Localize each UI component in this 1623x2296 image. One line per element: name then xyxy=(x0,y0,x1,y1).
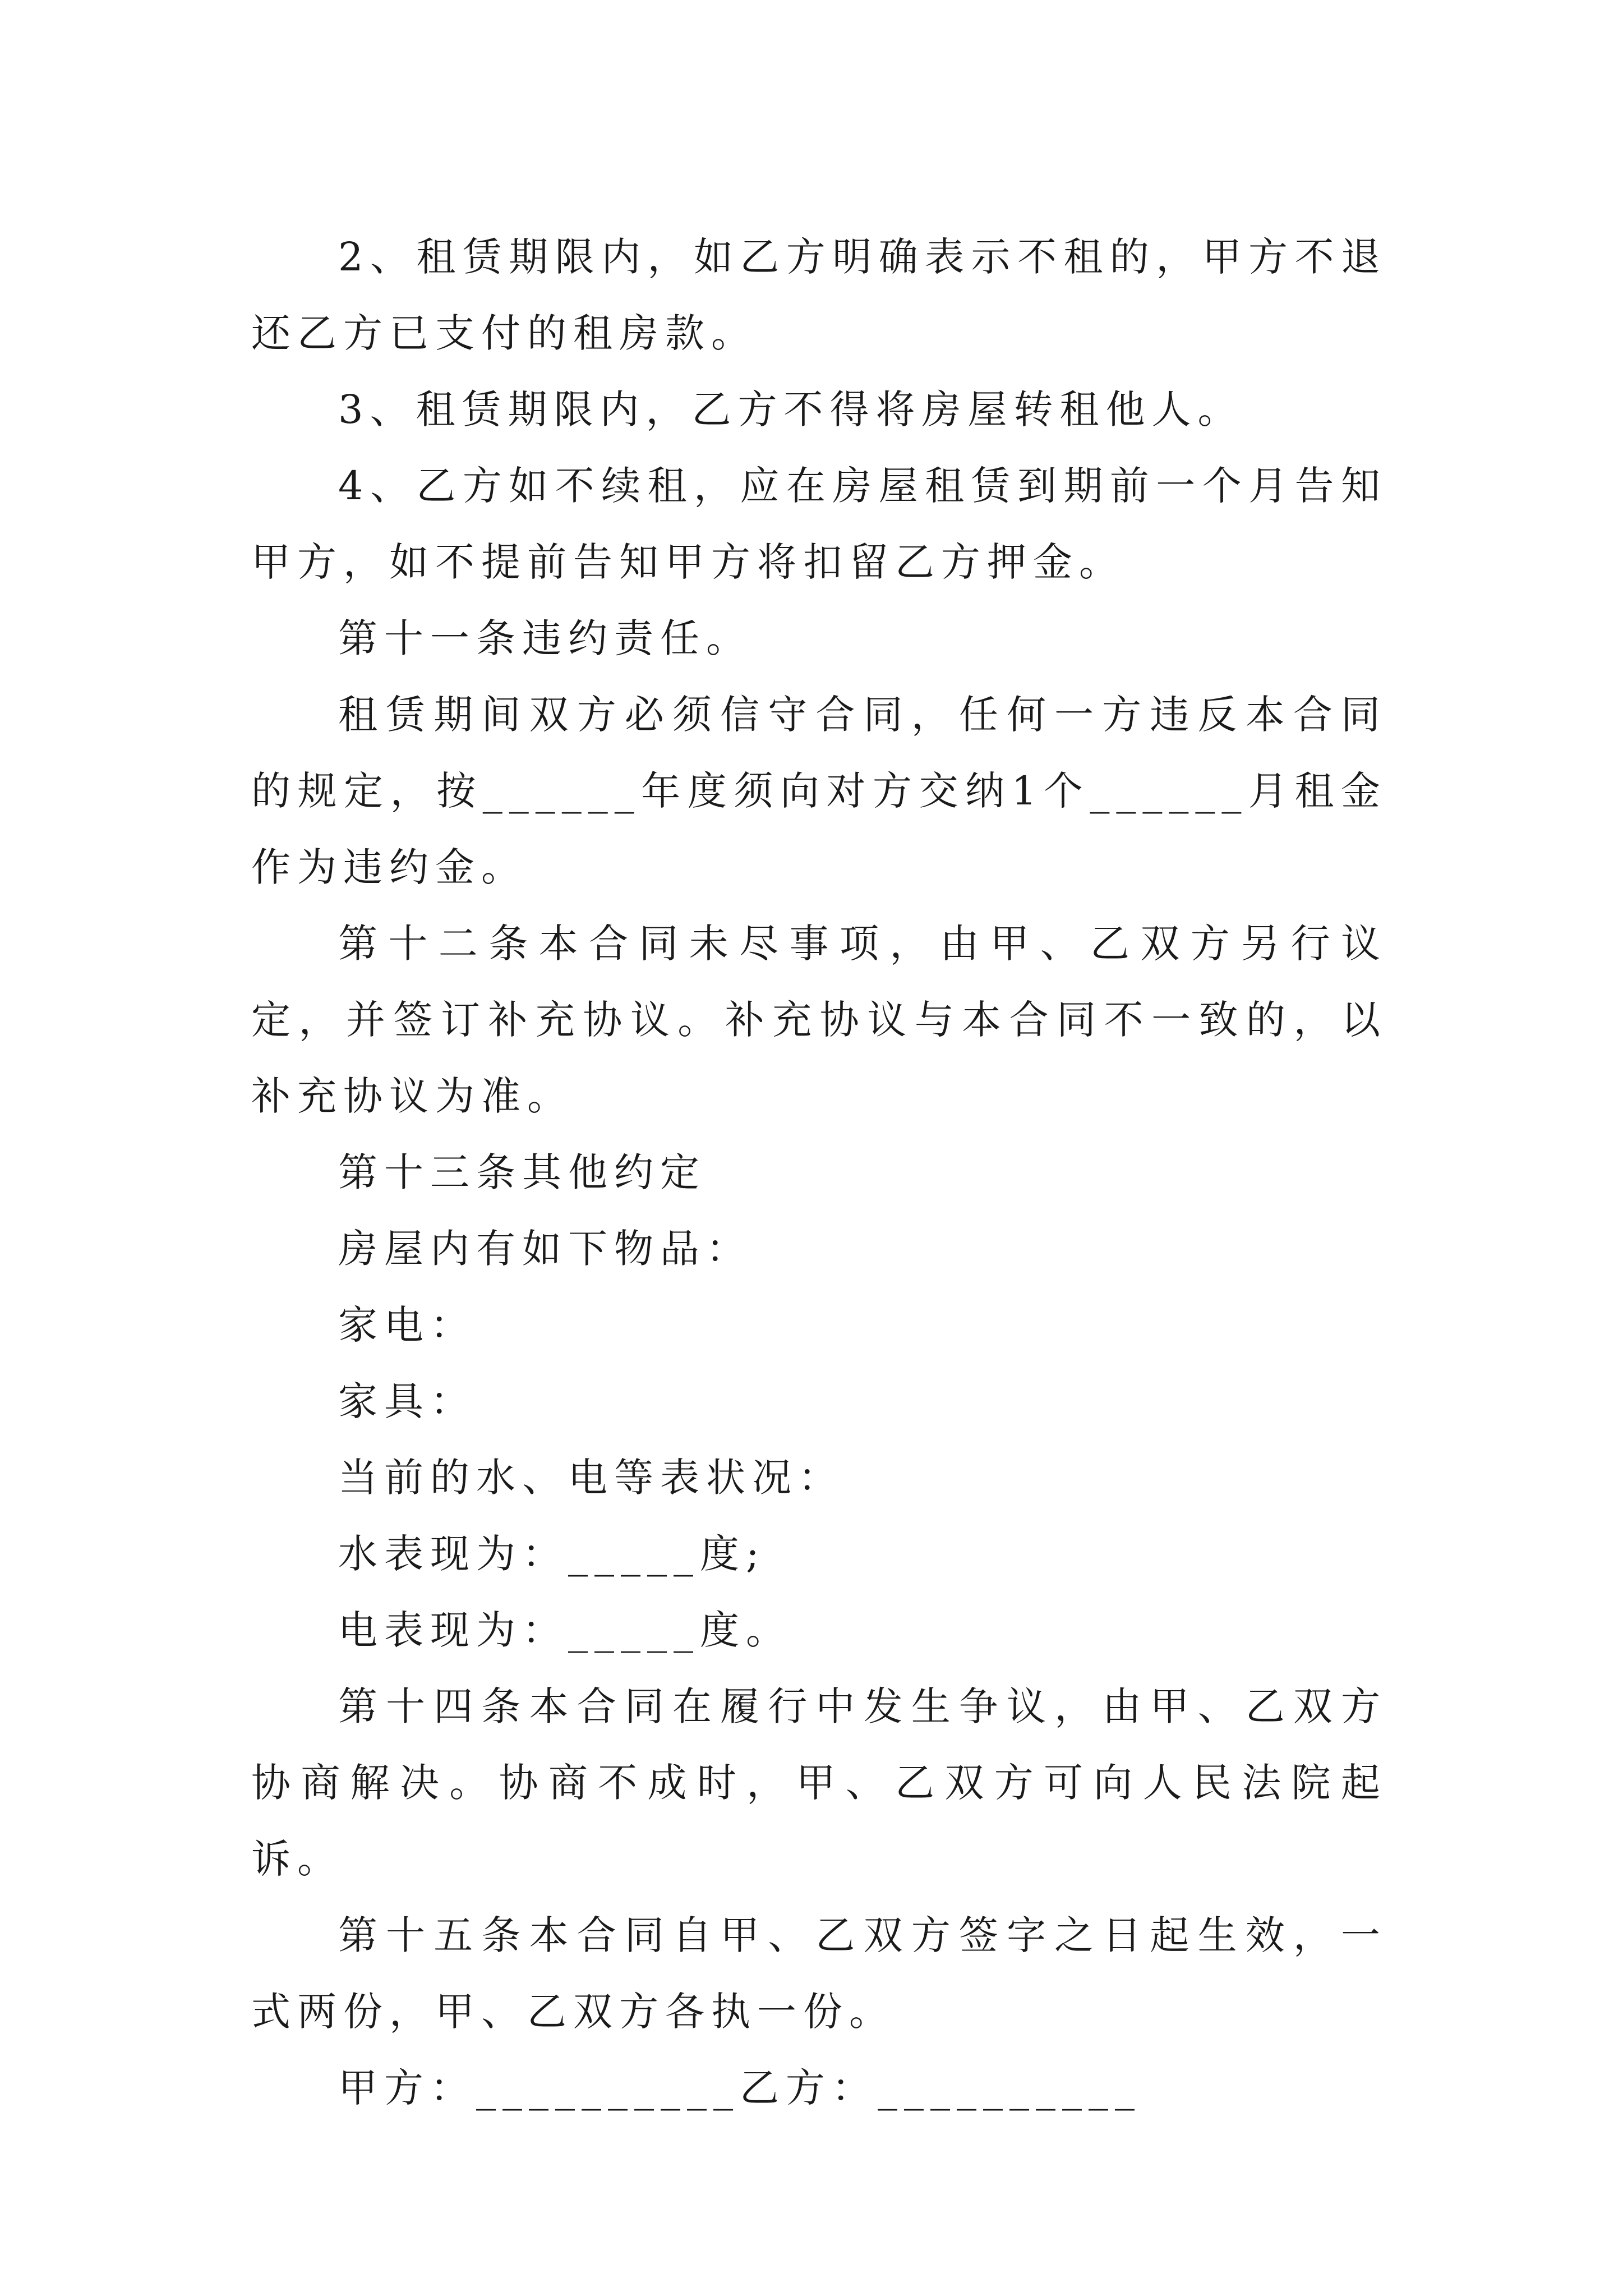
meter-status-intro: 当前的水、电等表状况： xyxy=(338,1455,844,1501)
clause-4-renewal-notice: 4、乙方如不续租，应在房屋租赁到期前一个月告知甲方，如不提前告知甲方将扣留乙方押金。 xyxy=(251,463,1387,585)
appliances-line: 家电： xyxy=(338,1302,476,1348)
items-list-intro: 房屋内有如下物品： xyxy=(338,1226,752,1272)
signature-line: 甲方：__________乙方：__________ xyxy=(338,2065,1141,2111)
article-14-dispute-resolution: 第十四条本合同在履行中发生争议，由甲、乙双方协商解决。协商不成时，甲、乙双方可向人民法院起诉。 xyxy=(251,1683,1387,1882)
article-13-heading: 第十三条其他约定 xyxy=(338,1149,706,1195)
water-meter-line: 水表现为：_____度; xyxy=(338,1531,766,1577)
article-11-heading: 第十一条违约责任。 xyxy=(338,615,752,661)
article-15-effective-date: 第十五条本合同自甲、乙双方签字之日起生效，一式两份，甲、乙双方各执一份。 xyxy=(251,1912,1387,2035)
article-12-supplementary-agreement: 第十二条本合同未尽事项，由甲、乙双方另行议定，并签订补充协议。补充协议与本合同不一致的，以补充协议为准。 xyxy=(251,921,1387,1119)
clause-3-no-sublet: 3、租赁期限内，乙方不得将房屋转租他人。 xyxy=(338,386,1244,432)
electric-meter-line: 电表现为：_____度。 xyxy=(338,1607,792,1653)
article-11-breach-penalty: 租赁期间双方必须信守合同，任何一方违反本合同的规定，按______年度须向对方交纳1个______月租金作为违约金。 xyxy=(251,692,1387,890)
clause-2-termination-refund: 2、租赁期限内，如乙方明确表示不租的，甲方不退还乙方已支付的租房款。 xyxy=(251,234,1387,356)
document-body xyxy=(251,219,1387,2126)
furniture-line: 家具： xyxy=(338,1378,476,1424)
